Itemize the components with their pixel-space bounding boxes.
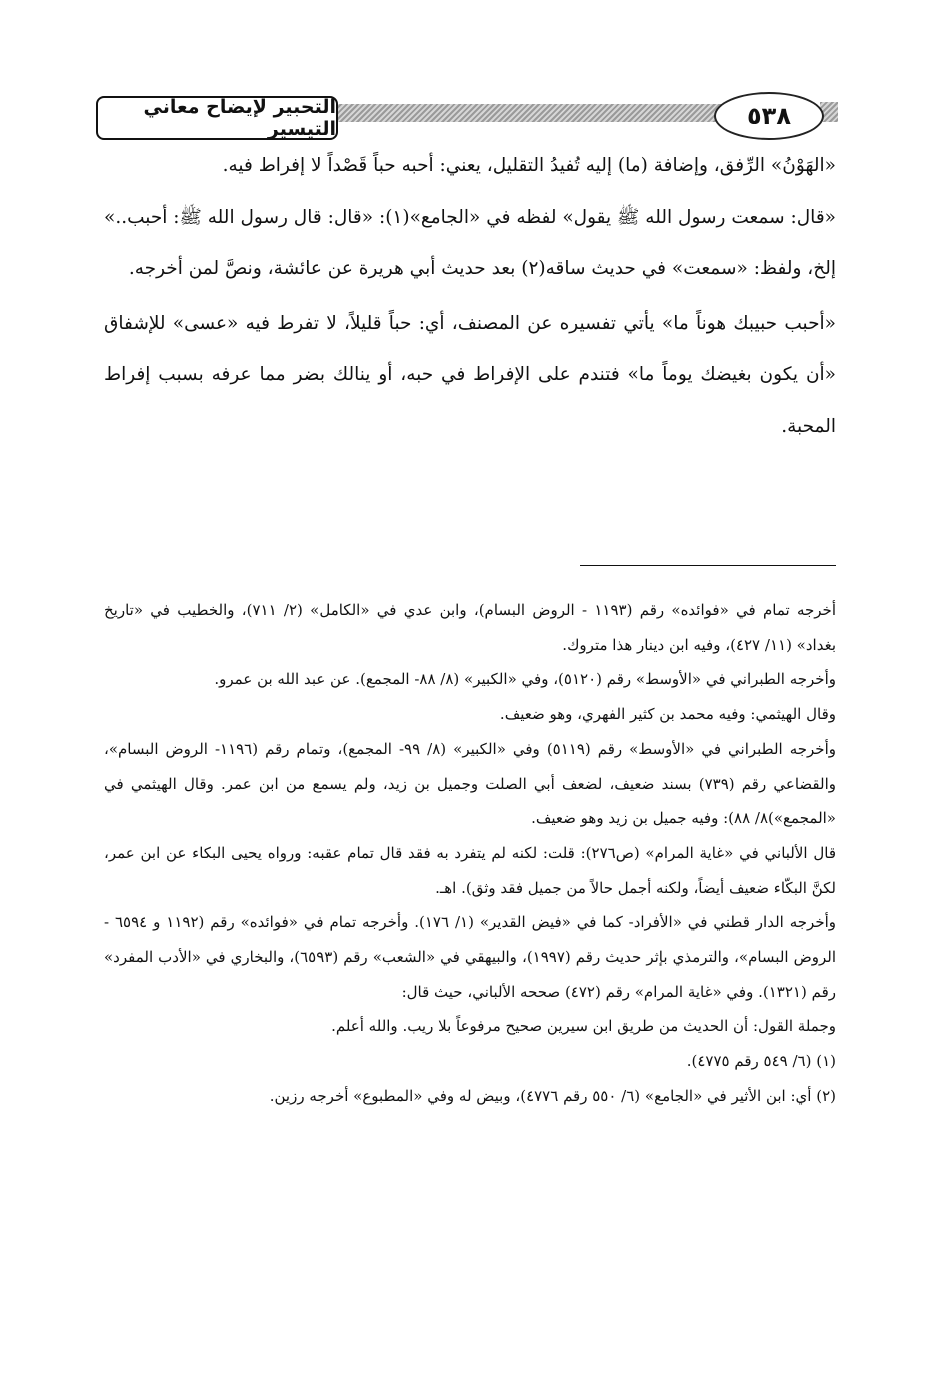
page-header [96,90,838,142]
footnote: وجملة القول: أن الحديث من طريق ابن سيرين صحيح مرفوعاً بلا ريب. والله أعلم. [331,1017,836,1036]
footnote: وقال الهيثمي: وفيه محمد بن كثير الفهري، وهو ضعيف. [499,705,836,724]
main-paragraph: «الهَوْنُ» الرِّفق، وإضافة (ما) إليه تُفيدُ التقليل، يعني: أحبه حباً قَصْداً لا إفراط فيه. [222,155,836,176]
footnote: (٢) أي: ابن الأثير في «الجامع» (٦/ ٥٥٠ رقم ٤٧٧٦)، وبيض له وفي «المطبوع» أخرجه رزين. [269,1086,836,1105]
footnote: أخرجه تمام في «فوائده» رقم (١١٩٣ - الروض البسام)، وابن عدي في «الكامل» (٢/ ٧١١)، والخطيب في «تاريخ بغداد» (١١/ ٤٢٧)، وفيه ابن دينار هذا متروك. [104,601,836,654]
footnote: قال الألباني في «غاية المرام» (ص٢٧٦): قلت: لكنه لم يتفرد به فقد قال تمام عقبه: ورواه يحيى البكاء عن ابن عمر، لكنَّ البكّاء ضعيف أيضاً، ولكنه أجمل حالاً من جميل فقد وثق). اهـ. [104,843,836,897]
main-paragraph: «أحبب حبيبك هوناً ما» يأتي تفسيره عن المصنف، أي: حباً قليلاً، لا تفرط فيه «عسى» للإشفاق «أن يكون بغيضك يوماً ما» فتندم على الإفراط في حبه، أو ينالك بضر مما عرفه بسبب إفراط المحبة. [104,312,836,437]
page-number: ٥٣٨ [714,92,824,140]
footnote-divider [580,565,836,566]
main-paragraph: «قال: سمعت رسول الله ﷺ يقول» لفظه في «الجامع»(١): «قال: قال رسول الله ﷺ: أحبب..» إلخ، ولفظ: «سمعت» في حديث ساقه(٢) بعد حديث أبي هريرة عن عائشة، ونصَّ لمن أخرجه. [104,206,836,279]
header-ornament-band [306,104,728,122]
main-text [104,140,836,452]
footnote: (١) (٦/ ٥٤٩ رقم ٤٧٧٥). [686,1052,836,1071]
footnote: وأخرجه الدار قطني في «الأفراد- كما في «فيض القدير» (١/ ١٧٦). وأخرجه تمام في «فوائده» رقم (١١٩٢ و ٦٥٩٤ - الروض البسام»، والترمذي بإثر حديث رقم (١٩٩٧)، والبيهقي في «الشعب» رقم (٦٥٩٣)، والبخاري في «الأدب المفرد» رقم (١٣٢١). وفي «غاية المرام» رقم (٤٧٢) صححه الألباني، حيث قال: [104,913,837,1001]
footnote: وأخرجه الطبراني في «الأوسط» رقم (٥١١٩) وفي «الكبير» (٨/ ٩٩- المجمع)، وتمام رقم (١١٩٦- الروض البسام»، والقضاعي رقم (٧٣٩) بسند ضعيف، لضعف أبي الصلت وجميل بن زيد، ولم يسمع من ابن عمر. وقال الهيثمي في «المجمع»)٨/ ٨٨): وفيه جميل بن زيد وهو ضعيف. [104,739,836,828]
footnote: وأخرجه الطبراني في «الأوسط» رقم (٥١٢٠)، وفي «الكبير» (٨/ ٨٨- المجمع). عن عبد الله بن عمرو. [214,670,836,689]
footnotes [104,593,836,1114]
book-title: التحبير لإيضاح معاني التيسير [96,96,338,140]
